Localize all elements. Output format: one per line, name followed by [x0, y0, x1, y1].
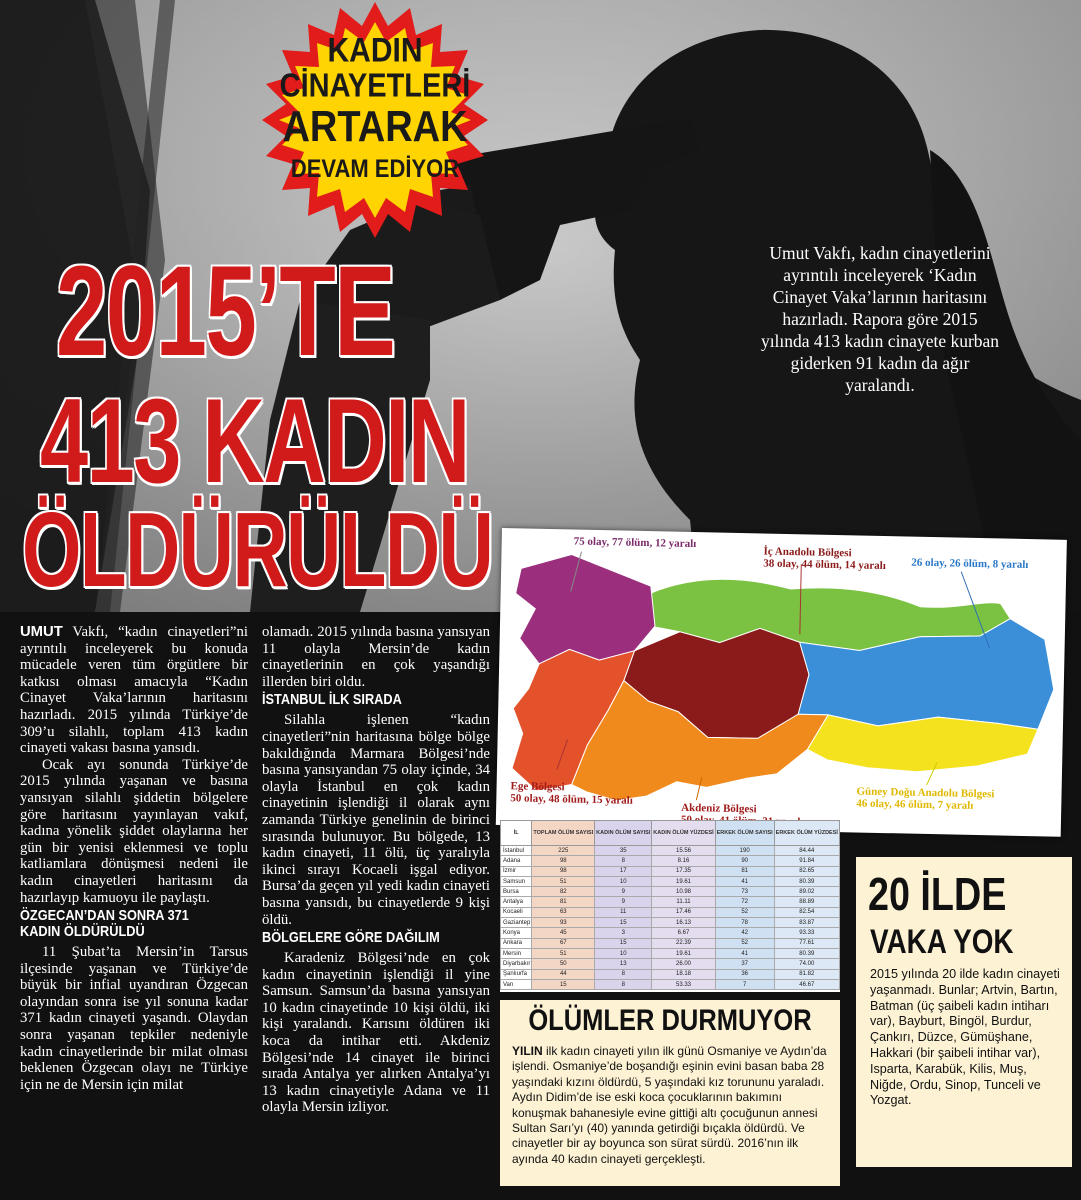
label-ic-anadolu-name: İç Anadolu Bölgesi	[763, 545, 852, 560]
article-column-1	[20, 624, 248, 1093]
table-cell: 51	[532, 876, 595, 886]
table-cell: 80.39	[774, 948, 839, 958]
headline-line-1: 2015’TE	[56, 240, 395, 383]
table-cell: 52	[715, 938, 774, 948]
deaths-body: YILIN ilk kadın cinayeti yılın ilk günü Osmaniye ve Aydın’da işlendi. Osmaniye’de boşandığı eşinin evini basan baba 28 yaşındaki kızını öldürdü, 5 yaşındaki kız torununu yaraladı. Aydın Didim’de ise eski koca çocuklarının bakımını konuşmak bahanesiyle evine gittiği altı çocuğunun annesi Sultan Sarı’yı (40) yanında getirdiği bıçakla öldürdü. Ve cinayetler bir ay boyunca son sürat sürdü. 2016’nın ilk ayında 40 kadın cinayeti gerçekleşti.	[512, 1044, 827, 1166]
table-cell: 10.98	[652, 887, 715, 897]
table-row	[501, 959, 840, 969]
table-cell: 9	[595, 897, 652, 907]
table-cell: 78	[715, 918, 774, 928]
table-row	[501, 897, 840, 907]
table-cell: 26.00	[652, 959, 715, 969]
burst-line-4: DEVAM EDİYOR	[290, 154, 460, 183]
table-cell: 7	[715, 979, 774, 989]
table-cell: 11.11	[652, 897, 715, 907]
col2-paragraph-1: olamadı. 2015 yılında basına yansıyan 11 olayla Mersin’de kadın cinayetlerinin en çok yaşandığı illerden biri oldu.	[262, 624, 490, 690]
table-cell: 19.61	[652, 948, 715, 958]
table-cell: 10	[595, 948, 652, 958]
table-row	[501, 887, 840, 897]
no-case-box	[856, 857, 1072, 1167]
table-cell: 36	[715, 969, 774, 979]
table-cell: Antalya	[501, 897, 532, 907]
table-row	[501, 928, 840, 938]
col2-paragraph-2: Silahla işlenen “kadın cinayetleri”nin haritasına bölge bölge bakıldığında Marmara Bölgesi’nde basına yansıyandan 75 olay içinde, 34 olayla İstanbul en çok kadın cinayetinin işlendiği il olarak aynı zamanda Türkiye genelinin de birinci sırasında bulunuyor. Bu bölgede, 13 kadın cinayeti, 11 ölü, üç yaralıyla ikinci sırayı Kocaeli işgal ediyor. Bursa’da geçen yıl yedi kadın cinayeti basına yansıdı, bu cinayetlerde 9 kişi öldü.	[262, 712, 490, 928]
label-dogu: 26 olay, 26 ölüm, 8 yaralı	[911, 556, 1029, 572]
burst-line-3: ARTARAK	[282, 102, 468, 152]
table-cell: 45	[532, 928, 595, 938]
table-cell: 63	[532, 907, 595, 917]
table-cell: 17.35	[652, 866, 715, 876]
starburst-badge	[250, 0, 500, 240]
subheading-istanbul: İSTANBUL İLK SIRADA	[262, 691, 402, 709]
table-cell: 37	[715, 959, 774, 969]
table-cell: 18.18	[652, 969, 715, 979]
table-cell: 52	[715, 907, 774, 917]
table-cell: 8	[595, 969, 652, 979]
table-cell: Diyarbakır	[501, 959, 532, 969]
table-cell: 98	[532, 856, 595, 866]
table-cell: 11	[595, 907, 652, 917]
table-cell: 225	[532, 846, 595, 856]
table-cell: Şanlıurfa	[501, 969, 532, 979]
table-cell: 42	[715, 928, 774, 938]
table-cell: Samsun	[501, 876, 532, 886]
table-header: ERKEK ÖLÜM SAYISI	[715, 821, 774, 846]
table-cell: 15	[595, 938, 652, 948]
table-cell: 91.84	[774, 856, 839, 866]
table-row	[501, 866, 840, 876]
table-cell: Mersin	[501, 948, 532, 958]
table-cell: Kocaeli	[501, 907, 532, 917]
table-cell: 51	[532, 948, 595, 958]
table-cell: 93.33	[774, 928, 839, 938]
region-marmara	[514, 553, 656, 666]
table-cell: 81	[715, 866, 774, 876]
table-cell: 15.56	[652, 846, 715, 856]
table-cell: 17	[595, 866, 652, 876]
table-cell: 80.39	[774, 876, 839, 886]
table-cell: 67	[532, 938, 595, 948]
table-cell: 19.61	[652, 876, 715, 886]
table-cell: 90	[715, 856, 774, 866]
table-row	[501, 969, 840, 979]
table-cell: 74.00	[774, 959, 839, 969]
intro-text: Umut Vakfı, kadın cinayetlerini ayrıntılı inceleyerek ‘Kadın Cinayet Vaka’larının haritasını hazırladı. Rapora göre 2015 yılında 413 kadın cinayete kurban giderken 91 kadın da ağır yaralandı.	[760, 243, 1000, 395]
table-header: İL	[501, 821, 532, 846]
table-cell: 22.39	[652, 938, 715, 948]
table-cell: 190	[715, 846, 774, 856]
table-cell: 35	[595, 846, 652, 856]
table-cell: 8	[595, 979, 652, 989]
label-ic-anadolu: 38 olay, 44 ölüm, 14 yaralı	[763, 557, 886, 573]
no-case-body: 2015 yılında 20 ilde kadın cinayeti yaşanmadı. Bunlar; Artvin, Bartın, Batman (üç şaibeli kadın intiharı var), Bayburt, Bingöl, Burdur, Çankırı, Düzce, Gümüşhane, Hakkari (bir şaibeli intihar var), Isparta, Karabük, Kilis, Muş, Niğde, Ordu, Sinop, Tunceli ve Yozgat.	[870, 967, 1060, 1108]
table-cell: 84.44	[774, 846, 839, 856]
table-cell: 41	[715, 948, 774, 958]
table-header: TOPLAM ÖLÜM SAYISI	[532, 821, 595, 846]
col1-paragraph-3: 11 Şubat’ta Mersin’in Tarsus ilçesinde yaşanan ve Türkiye’de büyük bir infial uyandıran Özgecan olayından sonra ise yıl sonuna kadar 371 kadın cinayeti yaşandı. Olaydan sonra yaşanan tepkiler nedeniyle kadın cinayetlerinde bir milat olması beklenen Özgecan olayı ne Türkiye için ne de Mersin için milat	[20, 944, 248, 1093]
label-marmara: 75 olay, 77 ölüm, 12 yaralı	[573, 535, 697, 551]
table-row	[501, 938, 840, 948]
lead-word: UMUT	[20, 624, 63, 640]
table-cell: 93	[532, 918, 595, 928]
table-header: KADIN ÖLÜM SAYISI	[595, 821, 652, 846]
label-ege: 50 olay, 48 ölüm, 15 yaralı	[510, 792, 633, 807]
table-cell: Ankara	[501, 938, 532, 948]
table-cell: Konya	[501, 928, 532, 938]
table-cell: 73	[715, 887, 774, 897]
table-cell: 50	[532, 959, 595, 969]
label-akdeniz-name: Akdeniz Bölgesi	[681, 801, 757, 816]
label-ege-name: Ege Bölgesi	[510, 780, 565, 794]
table-cell: 72	[715, 897, 774, 907]
table-cell: 88.89	[774, 897, 839, 907]
subheading-bolgeler: BÖLGELERE GÖRE DAĞILIM	[262, 929, 440, 947]
headline-line-2: 413 KADIN	[40, 374, 469, 508]
no-case-title-1: 20 İLDE	[868, 868, 1007, 920]
deaths-title: ÖLÜMLER DURMUYOR	[528, 1004, 812, 1037]
table-cell: 9	[595, 887, 652, 897]
col1-paragraph-1: Vakfı, “kadın cinayetleri”ni ayrıntılı inceleyerek bu konuda mücadele veren tüm örgütlere bir katkısı olması amacıyla “Kadın Cinayet Vaka’larının haritasını hazırladı. 2015 yılında Türkiye’de 309’u silahlı, toplam 413 kadın cinayeti vakası basına yansıdı.	[20, 624, 248, 757]
table-row	[501, 907, 840, 917]
statistics-table-box	[500, 820, 840, 992]
table-cell: 89.02	[774, 887, 839, 897]
table-row	[501, 948, 840, 958]
table-cell: 53.33	[652, 979, 715, 989]
table-cell: 8	[595, 856, 652, 866]
table-cell: Gaziantep	[501, 918, 532, 928]
article-column-2	[262, 624, 490, 1116]
table-cell: 41	[715, 876, 774, 886]
burst-line-1: KADIN	[327, 31, 423, 70]
label-guneydogu: 46 olay, 46 ölüm, 7 yaralı	[856, 797, 974, 812]
table-cell: İstanbul	[501, 846, 532, 856]
label-guneydogu-name: Güney Doğu Anadolu Bölgesi	[856, 785, 995, 801]
headline-line-3: ÖLDÜRÜLDÜ	[22, 491, 493, 609]
table-row	[501, 876, 840, 886]
table-row	[501, 856, 840, 866]
table-cell: 6.67	[652, 928, 715, 938]
table-cell: 83.87	[774, 918, 839, 928]
table-cell: 13	[595, 959, 652, 969]
table-cell: 82.54	[774, 907, 839, 917]
subheading-ozgecan: ÖZGECAN’DAN SONRA 371 KADIN ÖLDÜRÜLDÜ	[20, 907, 189, 941]
table-row	[501, 918, 840, 928]
table-header: KADIN ÖLÜM YÜZDESİ	[652, 821, 715, 846]
deaths-box	[500, 1000, 840, 1186]
col2-paragraph-3: Karadeniz Bölgesi’nde en çok kadın cinayetinin işlendiği il yine Samsun. Samsun’da basına yansıyan 10 kadın cinayetinde 10 kişi öldü, iki kişi yaralandı. Karısını öldüren iki koca da intihar etti. Akdeniz Bölgesi’nde 14 cinayet ile birinci sırada Antalya yer alırken Antalya’yı 13 kadın cinayetiyle Adana ve 11 olayla Mersin izliyor.	[262, 950, 490, 1116]
table-cell: 3	[595, 928, 652, 938]
no-case-title-2: VAKA YOK	[870, 923, 1014, 961]
table-cell: 8.16	[652, 856, 715, 866]
statistics-table	[500, 820, 840, 990]
table-cell: 77.61	[774, 938, 839, 948]
burst-line-2: CİNAYETLERİ	[279, 67, 471, 105]
table-cell: Bursa	[501, 887, 532, 897]
table-cell: 81.82	[774, 969, 839, 979]
table-cell: 82.65	[774, 866, 839, 876]
table-cell: İzmir	[501, 866, 532, 876]
table-cell: 16.13	[652, 918, 715, 928]
table-cell: 17.46	[652, 907, 715, 917]
table-cell: 98	[532, 866, 595, 876]
table-cell: 81	[532, 897, 595, 907]
table-cell: 44	[532, 969, 595, 979]
table-cell: 15	[595, 918, 652, 928]
table-cell: Van	[501, 979, 532, 989]
table-row	[501, 979, 840, 989]
table-cell: 10	[595, 876, 652, 886]
region-map	[496, 528, 1067, 837]
table-cell: 82	[532, 887, 595, 897]
table-row	[501, 846, 840, 856]
col1-paragraph-2: Ocak ayı sonunda Türkiye’de 2015 yılında yaşanan ve basına yansıyan silahlı şiddetin bölgelere göre haritasını yayınlayan vakıf, kadına yönelik şiddet olaylarına her gün bir yenisi eklenmesi ve toplu katliamlara dönüşmesi nedeni ile kadın cinayetleri haritasını da hazırlayıp kamuoyu ile paylaştı.	[20, 756, 248, 906]
table-header: ERKEK ÖLÜM YÜZDESİ	[774, 821, 839, 846]
table-cell: Adana	[501, 856, 532, 866]
table-cell: 46.67	[774, 979, 839, 989]
table-cell: 15	[532, 979, 595, 989]
